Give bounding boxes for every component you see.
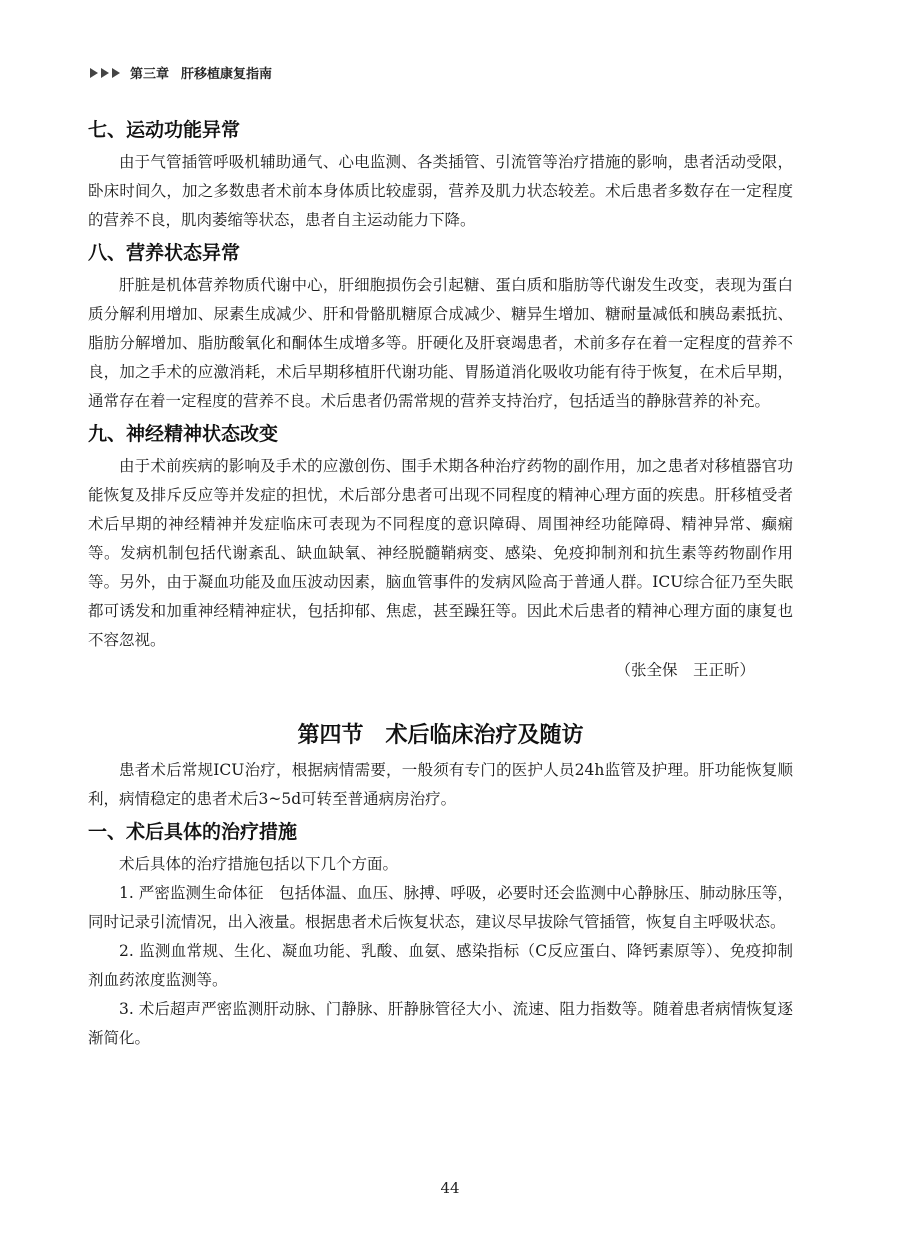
running-header [90, 63, 272, 82]
section-paragraph-7: 由于气管插管呼吸机辅助通气、心电监测、各类插管、引流管等治疗措施的影响，患者活动受限，卧床时间久，加之多数患者术前本身体质比较虚弱，营养及肌力状态较差。术后患者多数存在一定程度的营养不良，肌肉萎缩等状态，患者自主运动能力下降。 [88, 153, 793, 229]
subsection-heading-1: 一、术后具体的治疗措施 [88, 821, 298, 843]
chapter-label: 第三章 [130, 67, 170, 82]
list-item-3: 3. 术后超声严密监测肝动脉、门静脉、肝静脉管径大小、流速、阻力指数等。随着患者病情恢复逐渐简化。 [88, 1000, 793, 1047]
chapter-title: 肝移植康复指南 [181, 67, 273, 82]
section-heading-8: 八、营养状态异常 [88, 242, 241, 264]
section-paragraph-9: 由于术前疾病的影响及手术的应激创伤、围手术期各种治疗药物的副作用，加之患者对移植器官功能恢复及排斥反应等并发症的担忧，术后部分患者可出现不同程度的精神心理方面的疾患。肝移植受者术后早期的神经精神并发症临床可表现为不同程度的意识障碍、周围神经功能障碍、精神异常、癫痫等。发病机制包括代谢紊乱、缺血缺氧、神经脱髓鞘病变、感染、免疫抑制剂和抗生素等药物副作用等。另外，由于凝血功能及血压波动因素，脑血管事件的发病风险高于普通人群。ICU综合征乃至失眠都可诱发和加重神经精神症状，包括抑郁、焦虑，甚至躁狂等。因此术后患者的精神心理方面的康复也不容忽视。 [88, 457, 793, 649]
section-4-title: 第四节 术后临床治疗及随访 [297, 723, 584, 748]
page-number: 44 [440, 1179, 460, 1197]
list-item-1: 1. 严密监测生命体征 包括体温、血压、脉搏、呼吸，必要时还会监测中心静脉压、肺动脉压等，同时记录引流情况，出入液量。根据患者术后恢复状态，建议尽早拔除气管插管，恢复自主呼吸状态。 [88, 884, 793, 931]
header-arrows-icon [90, 68, 120, 78]
subsection-lead: 术后具体的治疗措施包括以下几个方面。 [119, 855, 399, 873]
list-item-2: 2. 监测血常规、生化、凝血功能、乳酸、血氨、感染指标（C反应蛋白、降钙素原等）、免疫抑制剂血药浓度监测等。 [88, 942, 793, 989]
section-paragraph-8: 肝脏是机体营养物质代谢中心，肝细胞损伤会引起糖、蛋白质和脂肪等代谢发生改变，表现为蛋白质分解利用增加、尿素生成减少、肝和骨骼肌糖原合成减少、糖异生增加、糖耐量减低和胰岛素抵抗、脂肪分解增加、脂肪酸氧化和酮体生成增多等。肝硬化及肝衰竭患者，术前多存在着一定程度的营养不良，加之手术的应激消耗，术后早期移植肝代谢功能、胃肠道消化吸收功能有待于恢复，在术后早期，通常存在着一定程度的营养不良。术后患者仍需常规的营养支持治疗，包括适当的静脉营养的补充。 [88, 276, 793, 410]
section-heading-9: 九、神经精神状态改变 [88, 423, 279, 445]
author-credit: （张全保 王正昕） [615, 661, 755, 679]
section-4-intro: 患者术后常规ICU治疗，根据病情需要，一般须有专门的医护人员24h监管及护理。肝功能恢复顺利，病情稳定的患者术后3~5d可转至普通病房治疗。 [88, 761, 793, 808]
section-heading-7: 七、运动功能异常 [88, 119, 241, 141]
page-body [88, 112, 793, 1053]
